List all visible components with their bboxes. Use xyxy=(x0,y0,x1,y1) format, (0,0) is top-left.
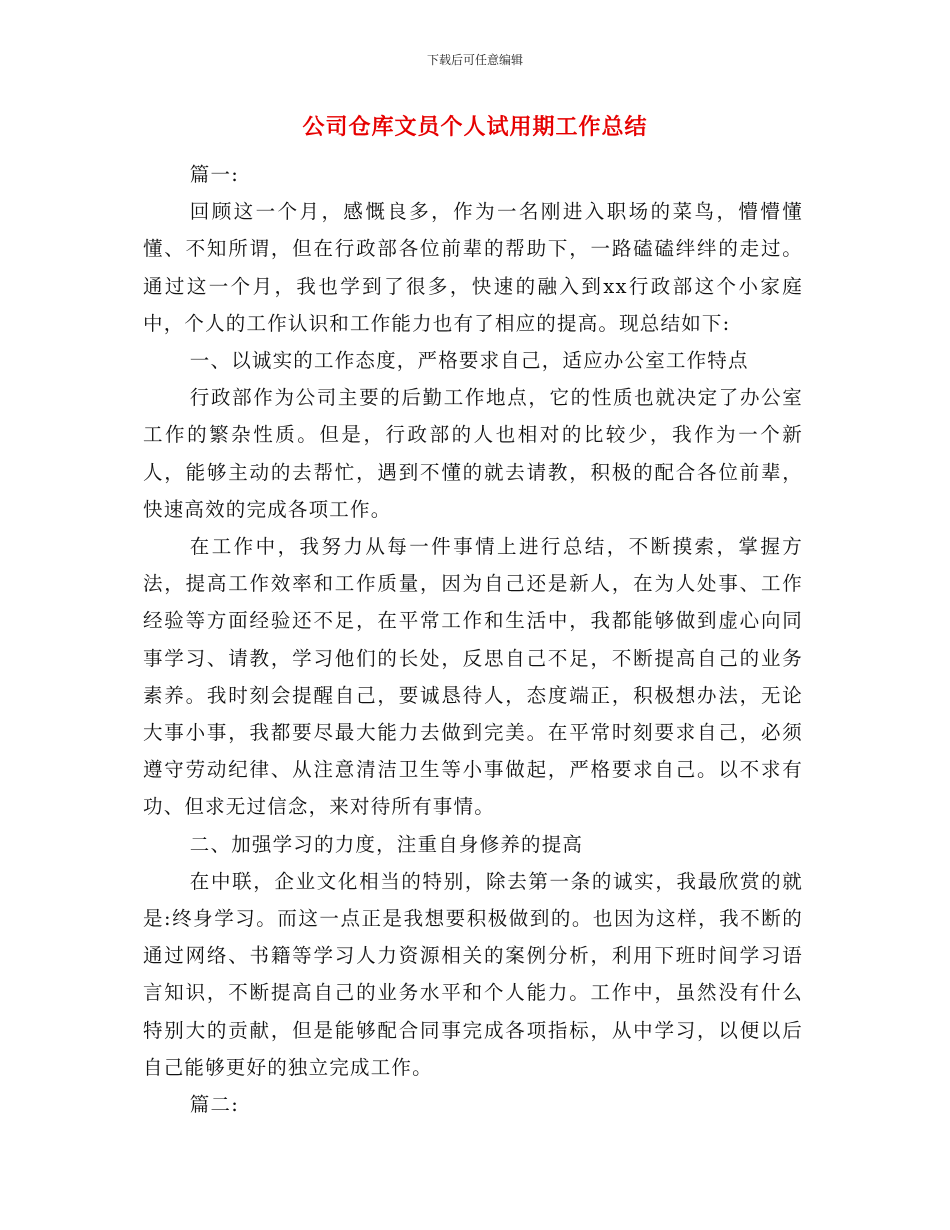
section-heading-part-two: 篇二: xyxy=(189,1093,239,1117)
section-heading-part-one: 篇一: xyxy=(189,163,239,186)
section-heading-honesty: 一、以诚实的工作态度，严格要求自己，适应办公室工作特点 xyxy=(189,349,749,373)
paragraph-intro: 回顾这一个月，感慨良多，作为一名刚进入职场的菜鸟，懵懵懂懂、不知所谓，但在行政部各位前辈的帮助下，一路磕磕绊绊的走过。通过这一个月，我也学到了很多，快速的融入到xx行政部这个小家庭中，个人的工作认识和工作能力也有了相应的提高。现总结如下: xyxy=(143,200,803,335)
paragraph-admin-dept: 行政部作为公司主要的后勤工作地点，它的性质也就决定了办公室工作的繁杂性质。但是，行政部的人也相对的比较少，我作为一个新人，能够主动的去帮忙，遇到不懂的就去请教，积极的配合各位前辈，快速高效的完成各项工作。 xyxy=(143,386,803,521)
header-note: 下载后可任意编辑 xyxy=(426,53,523,67)
document-title: 公司仓库文员个人试用期工作总结 xyxy=(302,114,648,140)
document-body xyxy=(143,156,803,1123)
paragraph-work-summary: 在工作中，我努力从每一件事情上进行总结，不断摸索，掌握方法，提高工作效率和工作质量，因为自己还是新人，在为人处事、工作经验等方面经验还不足，在平常工作和生活中，我都能够做到虚心向同事学习、请教，学习他们的长处，反思自己不足，不断提高自己的业务素养。我时刻会提醒自己，要诚恳待人，态度端正，积极想办法，无论大事小事，我都要尽最大能力去做到完美。在平常时刻要求自己，必须遵守劳动纪律、从注意清洁卫生等小事做起，严格要求自己。以不求有功、但求无过信念，来对待所有事情。 xyxy=(143,535,803,819)
section-heading-learning: 二、加强学习的力度，注重自身修养的提高 xyxy=(189,832,584,856)
paragraph-learning: 在中联，企业文化相当的特别，除去第一条的诚实，我最欣赏的就是:终身学习。而这一点正是我想要积极做到的。也因为这样，我不断的通过网络、书籍等学习人力资源相关的案例分析，利用下班时间学习语言知识，不断提高自己的业务水平和个人能力。工作中，虽然没有什么特别大的贡献，但是能够配合同事完成各项指标，从中学习，以便以后自己能够更好的独立完成工作。 xyxy=(143,869,803,1079)
